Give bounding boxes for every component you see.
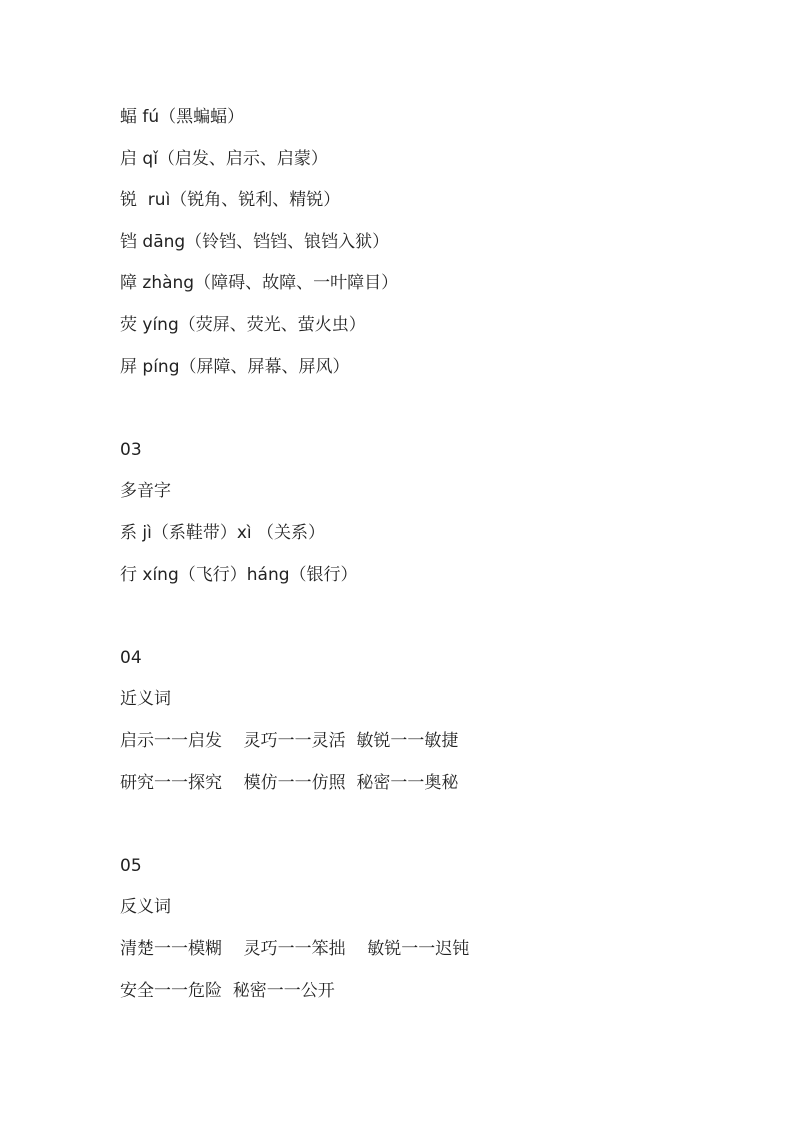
- polyphone-line-xi: 系 jì（系鞋带）xì （关系）: [120, 523, 326, 543]
- section-04-title: 近义词: [120, 689, 171, 709]
- antonym-row-1: 清楚一一模糊 灵巧一一笨拙 敏锐一一迟钝: [120, 939, 470, 959]
- section-04-number: 04: [120, 648, 142, 668]
- vocab-line-zhang: 障 zhàng（障碍、故障、一叶障目）: [120, 273, 399, 293]
- vocab-line-fu: 蝠 fú（黑蝙蝠）: [120, 107, 245, 127]
- polyphone-line-xing: 行 xíng（飞行）háng（银行）: [120, 565, 358, 585]
- section-05-title: 反义词: [120, 897, 171, 917]
- synonym-row-2: 研究一一探究 模仿一一仿照 秘密一一奥秘: [120, 773, 459, 793]
- vocab-line-qi: 启 qǐ（启发、启示、启蒙）: [120, 149, 328, 169]
- antonym-row-2: 安全一一危险 秘密一一公开: [120, 981, 335, 1001]
- vocab-line-ying: 荧 yíng（荧屏、荧光、萤火虫）: [120, 315, 366, 335]
- section-03-number: 03: [120, 440, 142, 460]
- synonym-row-1: 启示一一启发 灵巧一一灵活 敏锐一一敏捷: [120, 731, 459, 751]
- vocab-line-rui: 锐 ruì（锐角、锐利、精锐）: [120, 190, 341, 210]
- vocab-line-ping: 屏 píng（屏障、屏幕、屏风）: [120, 357, 350, 377]
- section-05-number: 05: [120, 856, 142, 876]
- vocab-line-dang: 铛 dāng（铃铛、铛铛、锒铛入狱）: [120, 232, 390, 252]
- section-03-title: 多音字: [120, 481, 171, 501]
